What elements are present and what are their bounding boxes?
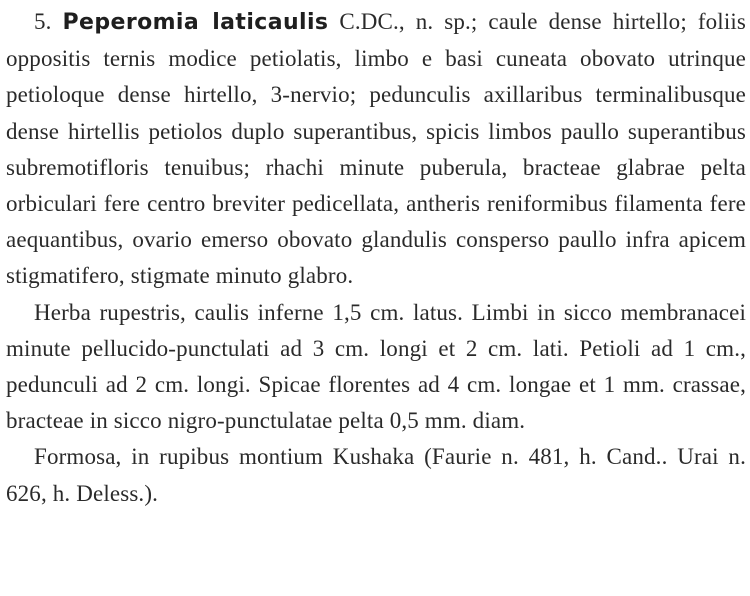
entry-number: 5.	[34, 9, 52, 34]
species-name: Peperomia laticaulis	[62, 10, 329, 35]
species-description-paragraph	[6, 4, 746, 295]
habit-paragraph: Herba rupestris, caulis inferne 1,5 cm. latus. Limbi in sicco membranacei minute pellucido-punctulati ad 3 cm. longi et 2 cm. lati. Petioli ad 1 cm., pedunculi ad 2 cm. longi. Spicae florentes ad 4 cm. longae et 1 mm. crassae, bracteae in sicco nigro-punctulatae pelta 0,5 mm. diam.	[6, 299, 746, 434]
species-description: C.DC., n. sp.; caule dense hirtello; foliis oppositis ternis modice petiolatis, limbo e basi cuneata obovato utrinque petioloque dense hirtello, 3-nervio; pedunculis axillaribus terminalibusque dense hirtellis petiolos duplo superantibus, spicis limbos paullo superantibus subremotifloris tenuibus; rhachi minute puberula, bracteae glabrae pelta orbiculari fere centro breviter pedicellata, antheris reniformibus filamenta fere aequantibus, ovario emerso obovato glandulis consperso paullo infra apicem stigmatifero, stigmate minuto glabro.	[6, 9, 746, 289]
species-entry	[6, 4, 746, 512]
locality-paragraph: Formosa, in rupibus montium Kushaka (Faurie n. 481, h. Cand.. Urai n. 626, h. Deless.).	[6, 444, 746, 506]
